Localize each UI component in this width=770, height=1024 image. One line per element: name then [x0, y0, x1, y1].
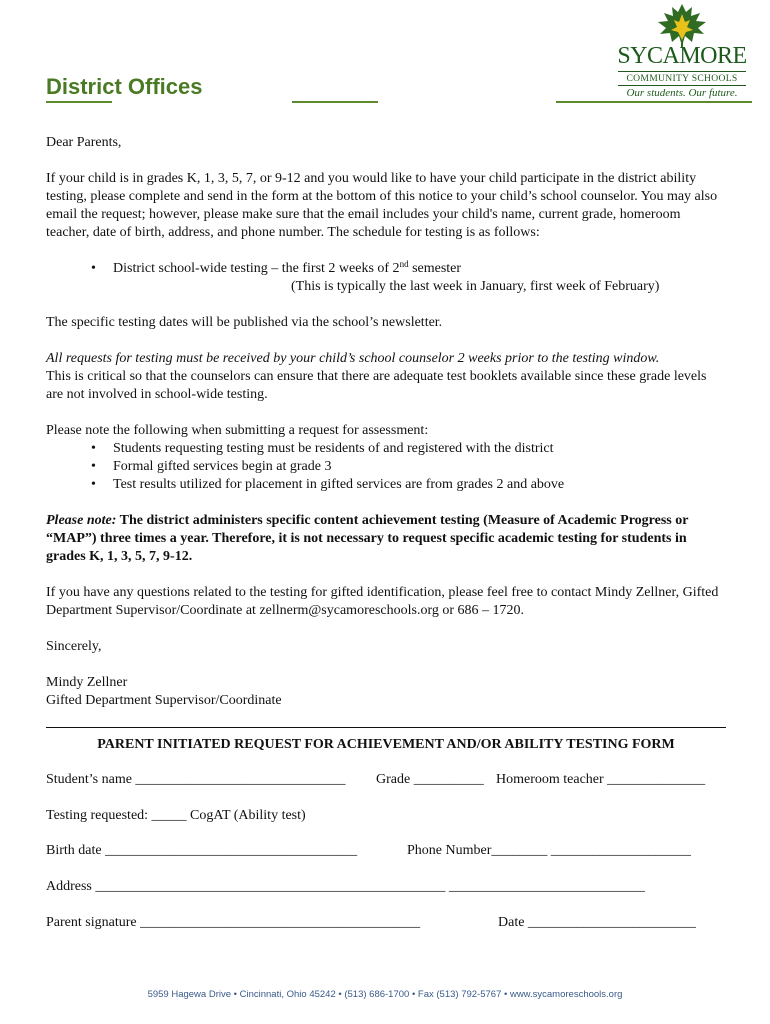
- signer-title: Gifted Department Supervisor/Coordinate: [46, 693, 282, 708]
- intro-paragraph: If your child is in grades K, 1, 3, 5, 7, or 9-12 and you would like to have your child participate in the district ability testing, please complete and send in the form at the bottom of this notice to your child’s school counselor. You may also email the request; however, please make sure that the email includes your child's name, current grade, homeroom teacher, date of birth, address, and phone number. The schedule for testing is as follows:: [46, 171, 718, 240]
- logo-tagline: Our students. Our future.: [626, 87, 738, 99]
- dates-note: The specific testing dates will be published via the school’s newsletter.: [46, 315, 443, 330]
- sycamore-leaf-icon: [654, 2, 710, 48]
- schedule-list: [46, 260, 726, 278]
- note-intro: Please note the following when submitting a request for assessment:: [46, 423, 429, 438]
- list-item: • District school-wide testing – the first 2 weeks of 2nd semester: [46, 260, 726, 278]
- grade-field[interactable]: Grade __________: [376, 772, 484, 787]
- phone-number-field[interactable]: Phone Number________ ____________________: [407, 843, 691, 858]
- footer-address: 5959 Hagewa Drive • Cincinnati, Ohio 45242 • (513) 686-1700 • Fax (513) 792-5767 • www.sycamoreschools.org: [147, 989, 623, 1000]
- list-item: • Formal gifted services begin at grade 3: [46, 458, 726, 476]
- title-rule: [292, 101, 378, 103]
- please-note-paragraph: Please note: The district administers specific content achievement testing (Measure of Academic Progress or “MAP”) three times a year. Therefore, it is not necessary to request specific academic testing for students in grades K, 1, 3, 5, 7, 9-12.: [46, 513, 689, 564]
- homeroom-teacher-field[interactable]: Homeroom teacher ______________: [496, 772, 706, 787]
- letter-body: [46, 134, 726, 710]
- contact-paragraph: If you have any questions related to the testing for gifted identification, please feel free to contact Mindy Zellner, Gifted Department Supervisor/Coordinate at zellnerm@sycamoreschools.org or 686 – 1720.: [46, 585, 719, 618]
- date-field[interactable]: Date ________________________: [498, 915, 696, 930]
- title-rule: [46, 101, 112, 103]
- requirements-list: [46, 440, 726, 494]
- form-divider: [46, 727, 726, 728]
- logo-subtitle: COMMUNITY SCHOOLS: [618, 71, 746, 86]
- address-field[interactable]: Address __________________________________________________ ____________________________: [46, 879, 645, 894]
- list-item: • Students requesting testing must be residents of and registered with the district: [46, 440, 726, 458]
- birth-date-field[interactable]: Birth date ____________________________________: [46, 843, 358, 858]
- page-title: District Offices: [46, 74, 203, 99]
- parent-signature-field[interactable]: Parent signature ________________________________________: [46, 915, 421, 930]
- sycamore-logo: [612, 2, 752, 102]
- list-item: • Test results utilized for placement in gifted services are from grades 2 and above: [46, 476, 726, 494]
- student-name-field[interactable]: Student’s name ______________________________: [46, 772, 346, 787]
- salutation: Dear Parents,: [46, 135, 122, 150]
- signer-name: Mindy Zellner: [46, 675, 128, 690]
- testing-requested-field[interactable]: Testing requested: _____ CogAT (Ability test): [46, 808, 306, 823]
- logo-name: SYCAMORE: [617, 43, 747, 69]
- closing: Sincerely,: [46, 639, 102, 654]
- form-title: PARENT INITIATED REQUEST FOR ACHIEVEMENT AND/OR ABILITY TESTING FORM: [97, 737, 675, 752]
- schedule-note: (This is typically the last week in January, first week of February): [291, 279, 660, 294]
- requests-paragraph: All requests for testing must be received by your child’s school counselor 2 weeks prior to the testing window. This is critical so that the counselors can ensure that there are adequate test booklets available since these grade levels are not involved in school-wide testing.: [46, 351, 707, 402]
